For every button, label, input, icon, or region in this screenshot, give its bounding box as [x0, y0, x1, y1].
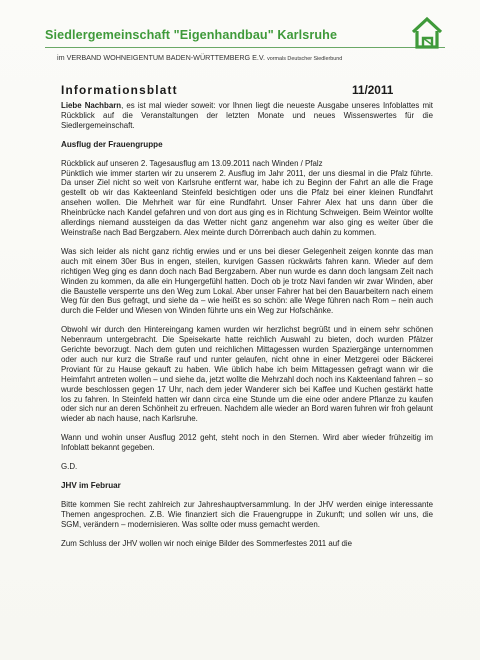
document-body	[61, 101, 433, 549]
intro-text: , es ist mal wieder soweit: vor Ihnen liegt die neueste Ausgabe unseres Infoblattes mit Rückblick auf die Veranstaltungen der letzten Monate und neues Wissenswertes für die Siedlergemeinschaft.	[61, 101, 433, 130]
section-heading-jhv: JHV im Februar	[61, 481, 121, 490]
intro-paragraph	[61, 101, 433, 131]
letterhead	[45, 28, 425, 42]
jhv-paragraph-2: Zum Schluss der JHV wollen wir noch einige Bilder des Sommerfestes 2011 auf die	[61, 538, 353, 548]
ausflug-paragraph-3: Obwohl wir durch den Hintereingang kamen wurden wir herzlichst begrüßt und in einem sehr schönen Nebenraum untergebracht. Die Speisekarte hatte reichlich Auswahl zu bieten, doch wurden Pfälzer Gerichte bevorzugt. Nach dem guten und reichlichen Mittagessen wurden Spaziergänge unternommen oder auch nur kurz die Straße rauf und runter gelaufen, nicht ohne in einer Metzgerei oder Bäckerei Proviant für zu Hause gekauft zu haben. Wie üblich habe ich beim Mittagessen gefragt wann wir die Heimfahrt antreten wollen – und siehe da, jetzt wollte die Mehrzahl doch noch ins Kakteenland fahren – so wurde beschlossen gegen 17 Uhr, nach dem jeder Wanderer sich bei Kaffee und Kuchen gestärkt hatte los zu fahren. In Steinfeld hatten wir dann circa eine Stunde um die eine oder andere Pflanze zu kaufen oder sich nur an deren Schönheit zu erfreuen. Nachdem alle wieder an Bord waren fuhren wir froh gelaunt wieder ab nach hause, nach Karlsruhe.	[61, 325, 433, 424]
ausflug-paragraph-1: Pünktlich wie immer starten wir zu unserem 2. Ausflug im Jahr 2011, der uns diesmal in die Pfalz führte. Da unser Ziel nicht so weit von Karlsruhe entfernt war, habe ich zu Beginn der Fahrt an alle die Frage gestellt ob wir das Kakteenland Steinfeld besichtigen oder uns die Pfalz bei einer kleinen Rundfahrt ansehen wollen. Die Mehrheit war für eine Rundfahrt. Unser Fahrer Alex hat uns dann über die Rheinbrücke nach Kandel gefahren und von dort aus ging es in Richtung Schweigen. Beim Weintor wollte allerdings niemand aussteigen da das Wetter nicht ganz angenehm war also ging es weiter über die Weinstraße nach Bad Bergzabern. Alex meinte durch Dörrenbach auch dahin zu kommen.	[61, 168, 433, 237]
intro-lead: Liebe Nachbarn	[61, 101, 122, 110]
issue-number: 11/2011	[352, 83, 394, 97]
org-title: Siedlergemeinschaft "Eigenhandbau" Karlsruhe	[45, 28, 338, 42]
house-logo-icon	[410, 16, 444, 50]
document-title: Informationsblatt	[61, 83, 178, 97]
ausflug-paragraph-4: Wann und wohin unser Ausflug 2012 geht, steht noch in den Sternen. Wird aber wieder frühzeitig im Infoblatt bekannt gegeben.	[61, 433, 433, 453]
org-subtitle-small: vormals Deutscher Siedlerbund	[267, 56, 343, 62]
section-heading-ausflug: Ausflug der Frauengruppe	[61, 139, 163, 149]
org-subtitle	[57, 53, 342, 62]
signature: G.D.	[61, 462, 78, 472]
jhv-paragraph-1: Bitte kommen Sie recht zahlreich zur Jahreshauptversammlung. In der JHV werden einige interessante Themen angesprochen. Z.B. Wie finanziert sich die Frauengruppe in Zukunft; und sollen wir uns, die SGM, verändern – modernisieren. Was sollte oder muss gemacht werden.	[61, 499, 433, 529]
org-subtitle-main: im VERBAND WOHNEIGENTUM BADEN-WÜRTTEMBERG E.V.	[57, 53, 266, 62]
header-divider	[45, 47, 445, 48]
ausflug-line1: Rückblick auf unseren 2. Tagesausflug am 13.09.2011 nach Winden / Pfalz	[61, 158, 323, 168]
ausflug-paragraph-2: Was sich leider als nicht ganz richtig erwies und er uns bei dieser Gelegenheit zeigen konnte das man auch mit einem 30er Bus in engen, steilen, kurvigen Gassen rückwärts fahren kann. Wieder auf dem richtigen Weg ging es dann doch nach Bad Bergzabern. Aber nun wurde es dann doch langsam Zeit nach Winden zu kommen, da alle ein Hungergefühl hatten. Doch ob je trotz Navi fanden wir zwar Winden, aber die Baustelle versperrte uns den Weg zum Lokal. Aber unser Fahrer hat bei den Bauarbeitern nach einem Weg für den Bus gefragt, und siehe da – wie heißt es so schön: alle Wege führen nach Rom – nein auch durch die Felder und Wiesen von Winden führte uns ein Weg zur Hofschänke.	[61, 246, 433, 316]
